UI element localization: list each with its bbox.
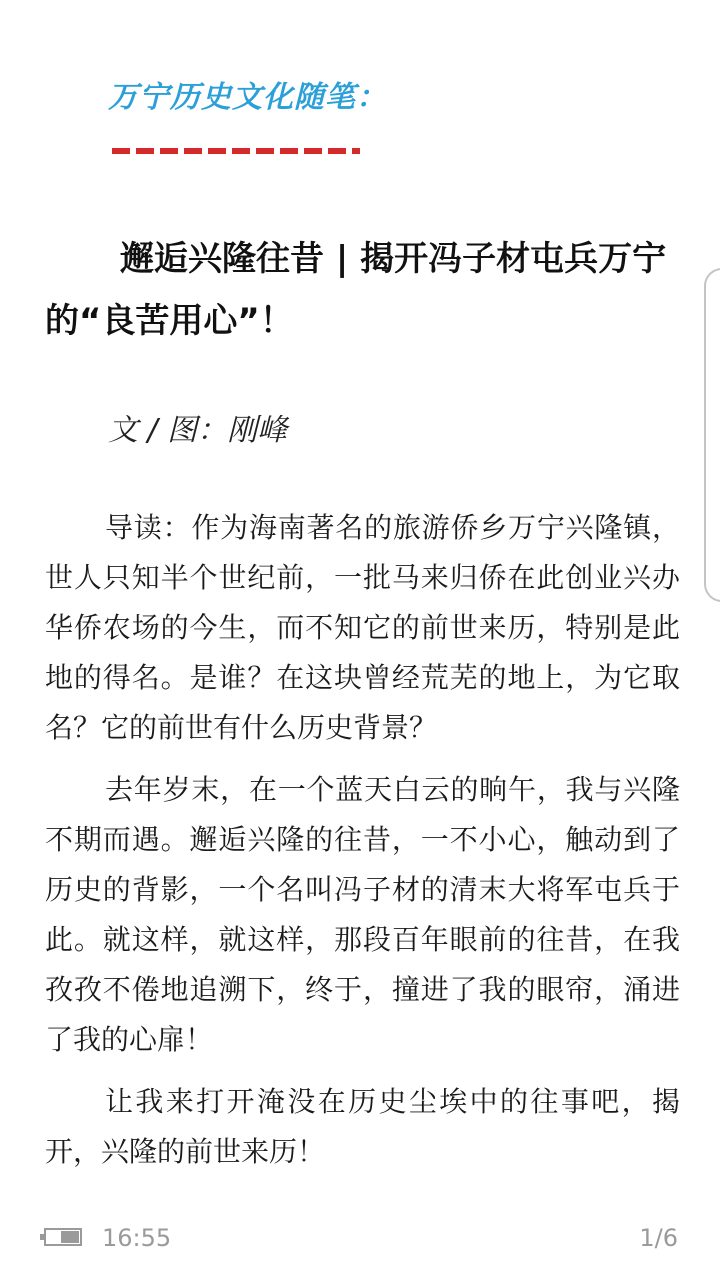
author-byline: 文 / 图：刚峰 (108, 413, 288, 448)
clock-time: 16:55 (102, 1224, 172, 1252)
article-title: 邂逅兴隆往昔 | 揭开冯子材屯兵万宁的“良苦用心”！ (45, 239, 667, 341)
page-indicator: 1/6 (639, 1224, 678, 1252)
battery-icon (44, 1228, 82, 1246)
article-body[interactable] (45, 503, 680, 1189)
reader-status-bar (0, 1212, 720, 1272)
red-dashed-divider (112, 148, 360, 154)
paragraph-closing: 让我来打开淹没在历史尘埃中的往事吧，揭开，兴隆的前世来历！ (45, 1085, 680, 1168)
scroll-handle[interactable] (704, 268, 720, 602)
paragraph-encounter: 去年岁末，在一个蓝天白云的晌午，我与兴隆不期而遇。邂逅兴隆的往昔，一不小心，触动到了历史的背影，一个名叫冯子材的清末大将军屯兵于此。就这样，就这样，那段百年眼前的往昔，在我孜孜不倦地追溯下，终于，撞进了我的眼帘，涌进了我的心扉！ (45, 773, 680, 1056)
series-title: 万宁历史文化随笔： (108, 80, 387, 115)
paragraph-intro: 导读：作为海南著名的旅游侨乡万宁兴隆镇，世人只知半个世纪前，一批马来归侨在此创业兴办华侨农场的今生，而不知它的前世来历，特别是此地的得名。是谁？在这块曾经荒芜的地上，为它取名？它的前世有什么历史背景？ (45, 511, 680, 744)
